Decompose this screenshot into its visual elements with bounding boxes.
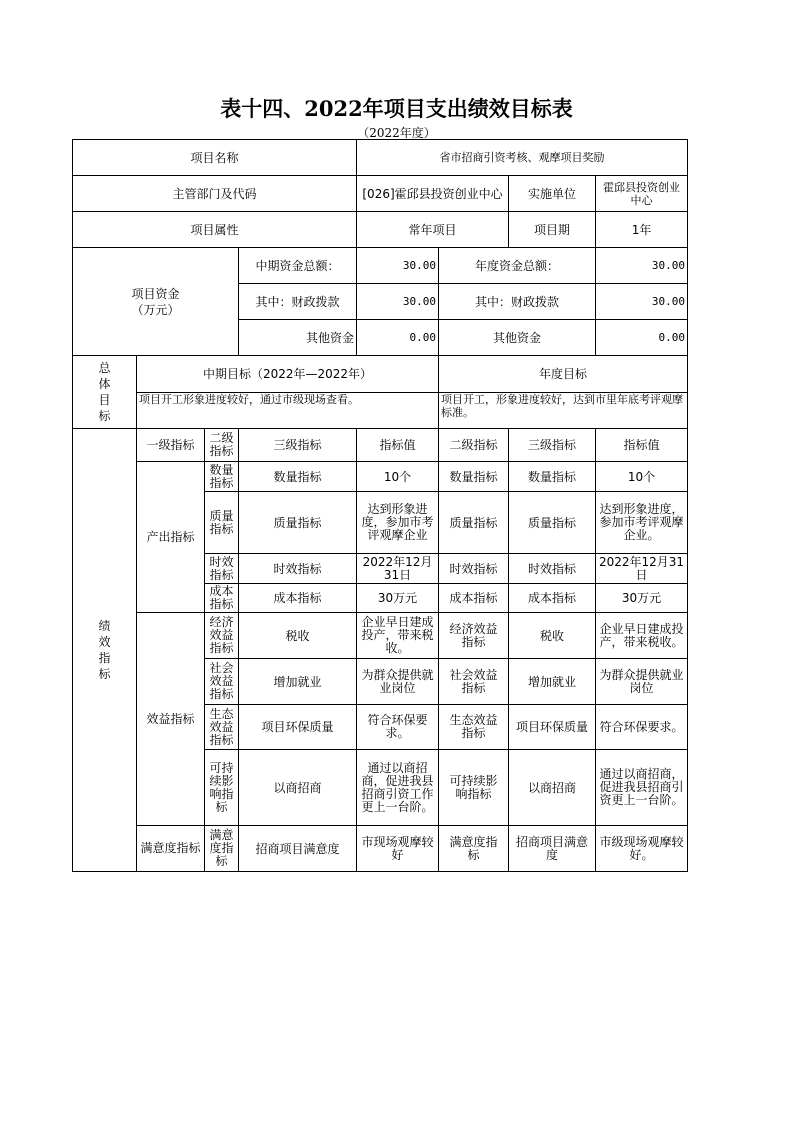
row-value: 2022年12月31日	[357, 554, 439, 584]
row-l2-b: 时效指标	[439, 554, 509, 584]
mid-other-value: 0.00	[357, 320, 439, 356]
row-goals-text	[73, 393, 688, 429]
table-row	[73, 462, 688, 492]
row-l2-b: 成本指标	[439, 584, 509, 613]
row-value-b: 为群众提供就业岗位	[596, 659, 688, 705]
row-l2-b: 社会效益 指标	[439, 659, 509, 705]
funds-label: 项目资金 （万元）	[73, 248, 239, 356]
row-l2-b: 可持续影 响指标	[439, 750, 509, 826]
row-value-b: 2022年12月31日	[596, 554, 688, 584]
row-l2-b: 质量指标	[439, 492, 509, 554]
row-value-b: 市级现场观摩较好。	[596, 826, 688, 872]
row-l3: 数量指标	[239, 462, 357, 492]
table-row	[73, 613, 688, 659]
row-value-b: 达到形象进度，参加市考评观摩企业。	[596, 492, 688, 554]
row-value: 通过以商招商，促进我县招商引资工作更上一台阶。	[357, 750, 439, 826]
row-l3: 成本指标	[239, 584, 357, 613]
satisfaction-label: 满意度指标	[137, 826, 205, 872]
h-level3: 三级指标	[239, 429, 357, 462]
impl-label: 实施单位	[509, 176, 596, 212]
row-l3: 时效指标	[239, 554, 357, 584]
row-l3-b: 时效指标	[509, 554, 596, 584]
benefit-label: 效益指标	[137, 613, 205, 826]
row-value: 市现场观摩较好	[357, 826, 439, 872]
row-l3-b: 税收	[509, 613, 596, 659]
row-l2: 满意 度指 标	[205, 826, 239, 872]
row-l2-b: 满意度指 标	[439, 826, 509, 872]
mid-total-label: 中期资金总额：	[239, 248, 357, 284]
year-other-value: 0.00	[596, 320, 688, 356]
period-label: 项目期	[509, 212, 596, 248]
h-value: 指标值	[357, 429, 439, 462]
row-l3: 项目环保质量	[239, 705, 357, 750]
page-subtitle: （2022年度）	[357, 126, 436, 140]
row-l3-b: 项目环保质量	[509, 705, 596, 750]
mid-goal-header: 中期目标（2022年—2022年）	[137, 356, 439, 393]
dept-label: 主管部门及代码	[73, 176, 357, 212]
h-level2: 二级 指标	[205, 429, 239, 462]
year-fiscal-value: 30.00	[596, 284, 688, 320]
row-l3-b: 数量指标	[509, 462, 596, 492]
mid-other-label: 其他资金	[239, 320, 357, 356]
row-value: 达到形象进度，参加市考评观摩企业	[357, 492, 439, 554]
output-label: 产出指标	[137, 462, 205, 613]
year-other-label: 其他资金	[439, 320, 596, 356]
year-goal-header: 年度目标	[439, 356, 688, 393]
project-name-value: 省市招商引资考核、观摩项目奖励	[357, 140, 688, 176]
row-l3: 税收	[239, 613, 357, 659]
row-l3-b: 以商招商	[509, 750, 596, 826]
row-attr	[73, 212, 688, 248]
row-l3: 质量指标	[239, 492, 357, 554]
row-value: 10个	[357, 462, 439, 492]
mid-fiscal-label: 其中：财政拨款	[239, 284, 357, 320]
row-funds-total	[73, 248, 688, 284]
row-l2: 成本 指标	[205, 584, 239, 613]
row-l3: 增加就业	[239, 659, 357, 705]
row-l2-b: 数量指标	[439, 462, 509, 492]
row-value-b: 30万元	[596, 584, 688, 613]
row-l3-b: 招商项目满意 度	[509, 826, 596, 872]
project-name-label: 项目名称	[73, 140, 357, 176]
row-l2: 可持 续影 响指 标	[205, 750, 239, 826]
row-l2: 时效 指标	[205, 554, 239, 584]
row-l2: 经济 效益 指标	[205, 613, 239, 659]
row-l2: 数量 指标	[205, 462, 239, 492]
row-value: 企业早日建成投产，带来税收。	[357, 613, 439, 659]
row-l3-b: 质量指标	[509, 492, 596, 554]
row-value: 30万元	[357, 584, 439, 613]
perf-label: 绩 效 指 标	[73, 429, 137, 872]
h-level1: 一级指标	[137, 429, 205, 462]
row-l2-b: 经济效益 指标	[439, 613, 509, 659]
performance-table	[72, 139, 688, 872]
row-goals-header	[73, 356, 688, 393]
attr-label: 项目属性	[73, 212, 357, 248]
row-l2: 质量 指标	[205, 492, 239, 554]
row-value-b: 符合环保要求。	[596, 705, 688, 750]
h-level3-b: 三级指标	[509, 429, 596, 462]
mid-total-value: 30.00	[357, 248, 439, 284]
row-value-b: 企业早日建成投产，带来税收。	[596, 613, 688, 659]
row-l3: 招商项目满意度	[239, 826, 357, 872]
row-l2: 生态 效益 指标	[205, 705, 239, 750]
row-l2: 社会 效益 指标	[205, 659, 239, 705]
year-fiscal-label: 其中：财政拨款	[439, 284, 596, 320]
attr-value: 常年项目	[357, 212, 509, 248]
year-total-label: 年度资金总额：	[439, 248, 596, 284]
row-l3: 以商招商	[239, 750, 357, 826]
row-value-b: 10个	[596, 462, 688, 492]
period-value: 1年	[596, 212, 688, 248]
row-l3-b: 成本指标	[509, 584, 596, 613]
row-l2-b: 生态效益 指标	[439, 705, 509, 750]
year-goal-text: 项目开工，形象进度较好，达到市里年底考评观摩标准。	[439, 393, 688, 429]
row-l3-b: 增加就业	[509, 659, 596, 705]
table-row	[73, 826, 688, 872]
mid-fiscal-value: 30.00	[357, 284, 439, 320]
page-title: 表十四、2022年项目支出绩效目标表	[220, 96, 573, 121]
row-value-b: 通过以商招商，促进我县招商引资更上一台阶。	[596, 750, 688, 826]
h-level2-b: 二级指标	[439, 429, 509, 462]
row-project-name	[73, 140, 688, 176]
goals-label: 总 体 目 标	[73, 356, 137, 429]
impl-value: 霍邱县投资创业中心	[596, 176, 688, 212]
row-dept	[73, 176, 688, 212]
row-perf-header	[73, 429, 688, 462]
year-total-value: 30.00	[596, 248, 688, 284]
mid-goal-text: 项目开工形象进度较好，通过市级现场查看。	[137, 393, 439, 429]
dept-value: [026]霍邱县投资创业中心	[357, 176, 509, 212]
row-value: 为群众提供就业岗位	[357, 659, 439, 705]
h-value-b: 指标值	[596, 429, 688, 462]
row-value: 符合环保要求。	[357, 705, 439, 750]
